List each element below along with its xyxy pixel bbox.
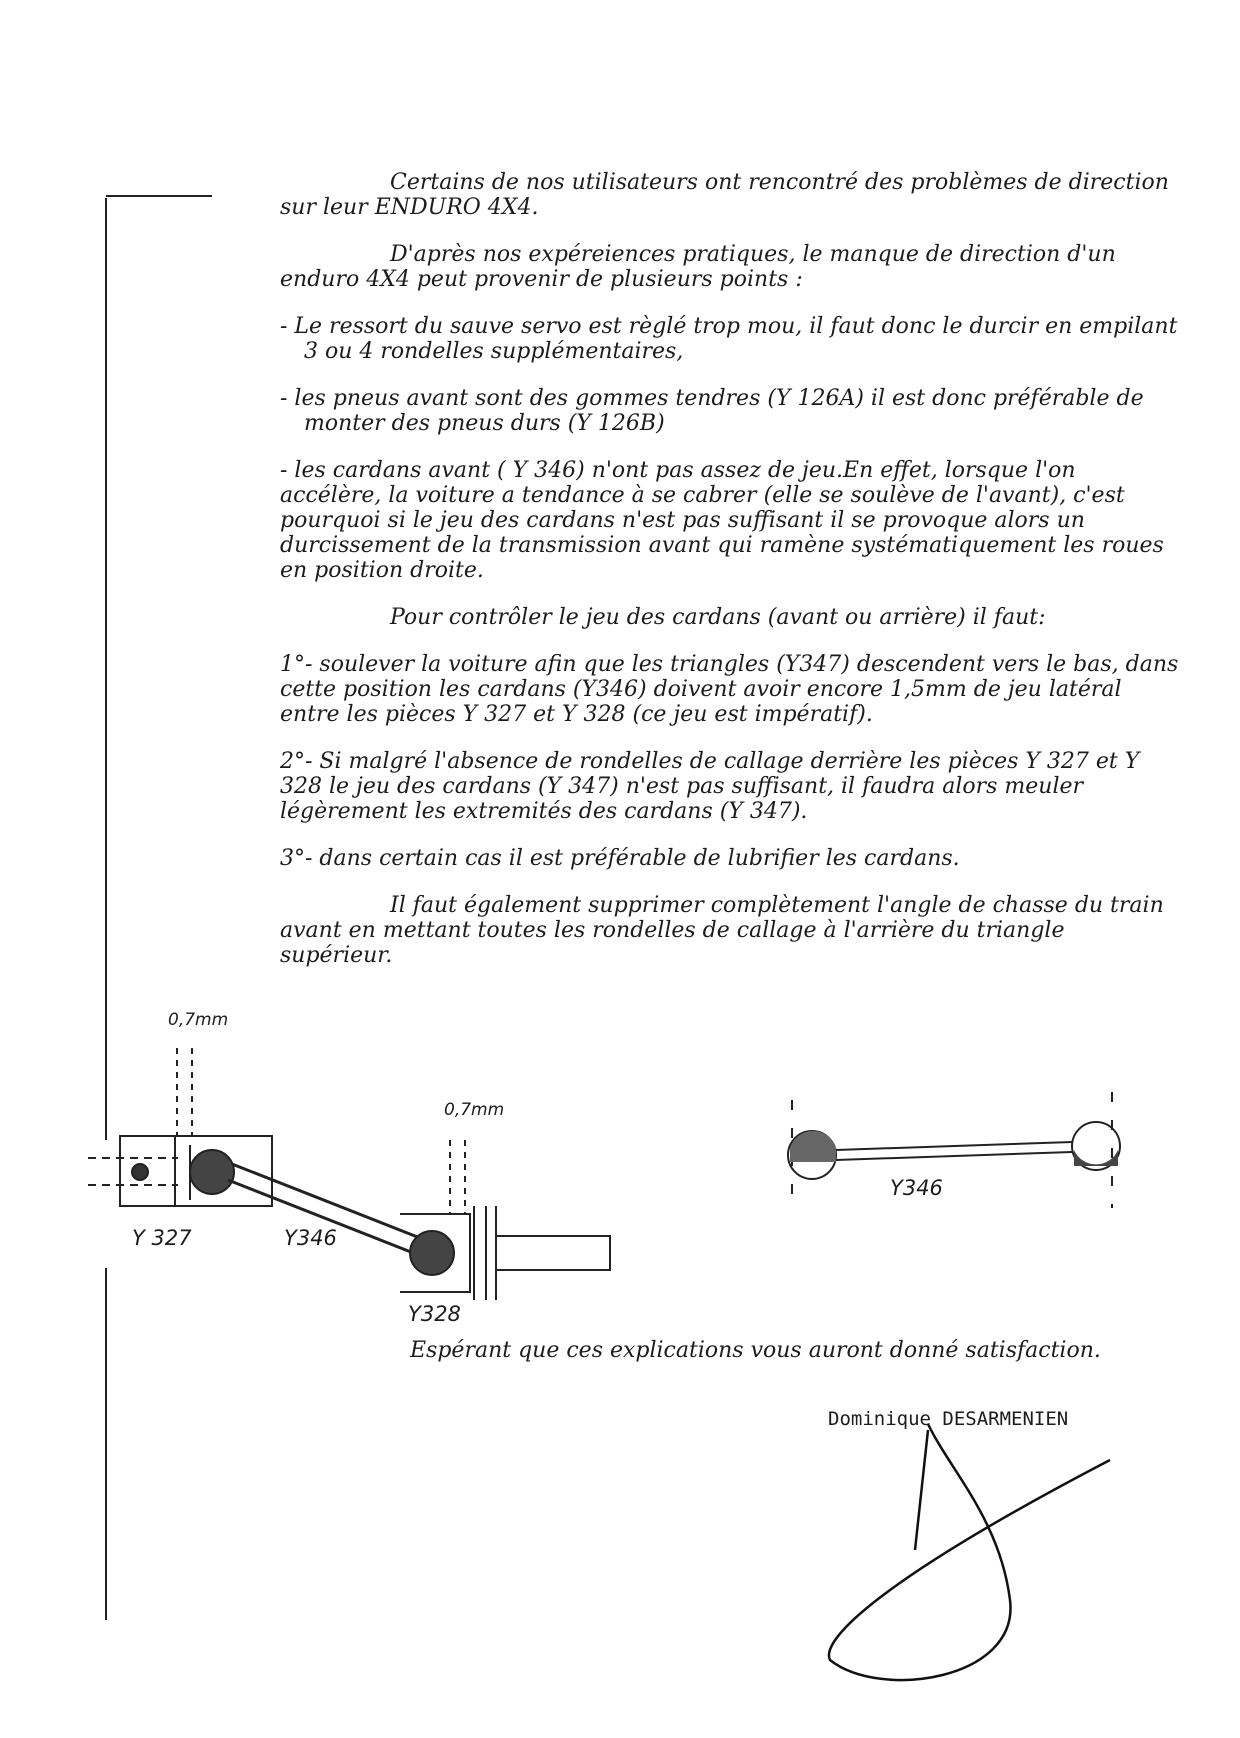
closing-text: Espérant que ces explications vous auront donné satisfaction. bbox=[410, 1338, 1101, 1363]
paragraph-experience: D'après nos expéreiences pratiques, le manque de direction d'un enduro 4X4 peut provenir de plusieurs points : bbox=[280, 242, 1123, 292]
bullet-servo: - Le ressort du sauve servo est règlé trop mou, il faut donc le durcir en empilant 3 ou 4 rondelles supplémentaires, bbox=[280, 314, 1185, 364]
part-label-y346-right: Y346 bbox=[890, 1176, 943, 1200]
letter-body bbox=[280, 170, 1186, 968]
paragraph-intro: Certains de nos utilisateurs ont rencontré des problèmes de direction sur leur ENDURO 4X4. bbox=[280, 170, 1176, 220]
gap-label-left: 0,7mm bbox=[168, 1010, 229, 1030]
closing-line bbox=[410, 1338, 1190, 1363]
bullet-cardans: - les cardans avant ( Y 346) n'ont pas assez de jeu.En effet, lorsque l'on accélère, la voiture a tendance à se cabrer (elle se soulève de l'avant), c'est pourquoi si le jeu des cardans n'est pas suffisant il se provoque alors un durcissement de la transmission avant qui ramène systématiquement les roues en position droite. bbox=[280, 458, 1171, 583]
right-cardan bbox=[788, 1092, 1120, 1212]
signature-name: Dominique DESARMENIEN bbox=[828, 1408, 1069, 1430]
step-2: 2°- Si malgré l'absence de rondelles de callage derrière les pièces Y 327 et Y 328 le jeu des cardans (Y 347) n'est pas suffisant, il faudra alors meuler légèrement les extremités des cardans (Y 347). bbox=[280, 749, 1147, 824]
gap-label-mid: 0,7mm bbox=[444, 1100, 505, 1120]
part-label-y328: Y328 bbox=[408, 1302, 461, 1326]
bullet-tyres: - les pneus avant sont des gommes tendres (Y 126A) il est donc préférable de monter des pneus durs (Y 126B) bbox=[280, 386, 1151, 436]
left-cardan-assembly bbox=[88, 1048, 610, 1300]
part-label-y346-left: Y346 bbox=[284, 1226, 337, 1250]
paragraph-caster: Il faut également supprimer complètement l'angle de chasse du train avant en mettant toutes les rondelles de callage à l'arrière du triangle supérieur. bbox=[280, 893, 1171, 968]
part-label-y327: Y 327 bbox=[132, 1226, 192, 1250]
step-1: 1°- soulever la voiture afin que les triangles (Y347) descendent vers le bas, dans cette position les cardans (Y346) doivent avoir encore 1,5mm de jeu latéral entre les pièces Y 327 et Y 328 (ce jeu est impératif). bbox=[280, 652, 1186, 727]
paragraph-check: Pour contrôler le jeu des cardans (avant ou arrière) il faut: bbox=[390, 605, 1046, 630]
signature-scribble bbox=[829, 1424, 1110, 1680]
step-3: 3°- dans certain cas il est préférable de lubrifier les cardans. bbox=[280, 846, 960, 871]
